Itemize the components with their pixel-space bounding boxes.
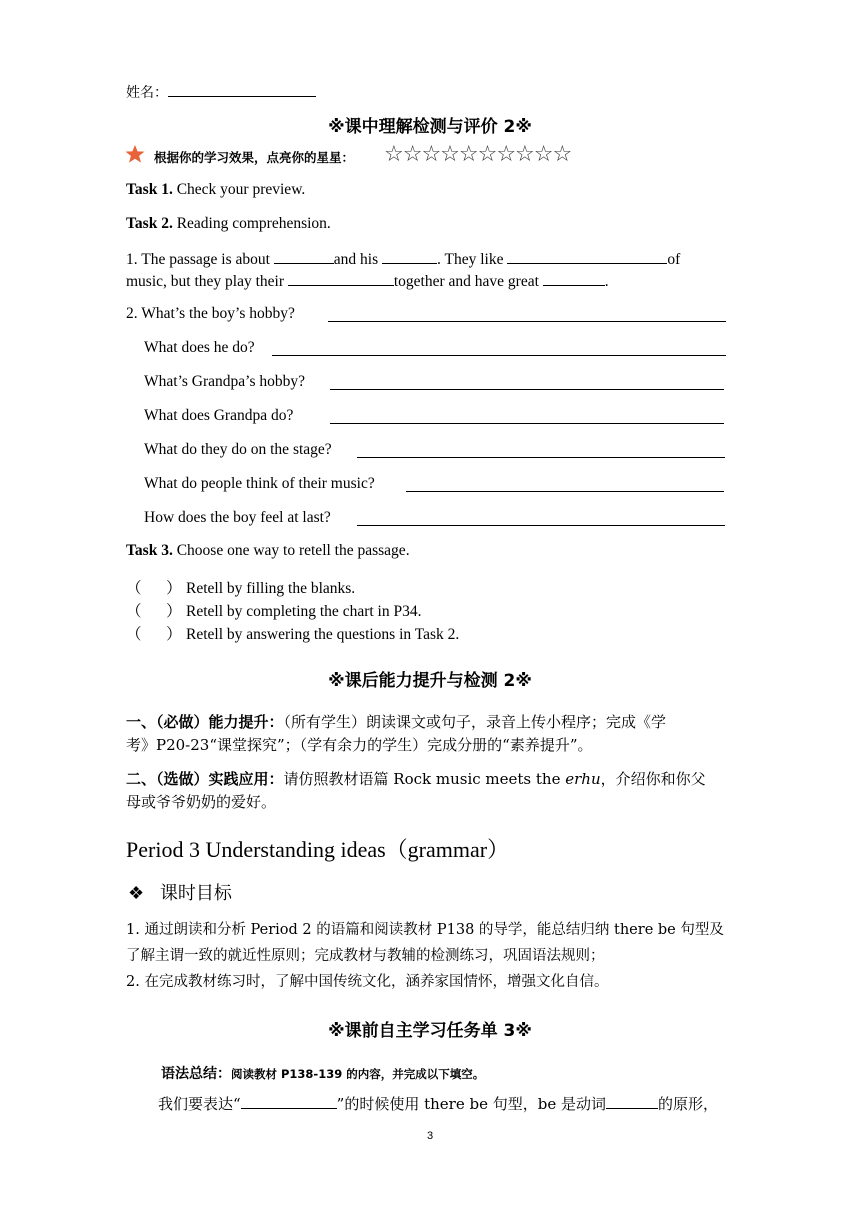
subquestion-answer-line[interactable] xyxy=(357,510,725,526)
homework-item-1-text: （所有学生）朗读课文或句子，录音上传小程序；完成《学 xyxy=(283,713,667,731)
grammar-line-text-b: ”的时候使用 there be 句型，be 是动词 xyxy=(336,1095,606,1113)
q1-blank-5[interactable] xyxy=(543,271,605,286)
option-checkbox[interactable]: （ ） xyxy=(126,579,182,597)
subquestion: How does the boy feel at last? xyxy=(144,509,331,526)
grammar-instruction: 阅读教材 P138-139 的内容，并完成以下填空。 xyxy=(231,1067,485,1081)
subquestion-answer-line[interactable] xyxy=(272,340,726,356)
question-2 xyxy=(126,305,295,323)
subquestion-answer-line[interactable] xyxy=(330,408,724,424)
homework-item-1-line-1 xyxy=(126,711,666,732)
q1-text-g: . xyxy=(604,273,609,290)
subquestion-answer-line[interactable] xyxy=(357,442,725,458)
q1-blank-1[interactable] xyxy=(274,249,334,264)
question-1-line-1 xyxy=(126,249,680,269)
q1-text-b: and his xyxy=(333,251,379,268)
homework-item-1-line-2: 考》P20-23“课堂探究”；（学有余力的学生）完成分册的“素养提升”。 xyxy=(126,736,593,754)
homework-item-2-line-2: 母或爷爷奶奶的爱好。 xyxy=(126,793,277,811)
grammar-line-text-a: 我们要表达“ xyxy=(158,1095,241,1113)
homework-item-1-prefix: 一、（必做）能力提升： xyxy=(126,713,284,731)
homework-item-2-text-a: 请仿照教材语篇 Rock music meets the xyxy=(283,770,566,788)
subquestion: What do people think of their music? xyxy=(144,475,375,492)
q1-text-a: 1. The passage is about xyxy=(126,251,270,268)
q1-text-e: music, but they play their xyxy=(126,273,284,290)
section-title-3: ※课前自主学习任务单 3※ xyxy=(328,1021,532,1041)
subquestion-answer-line[interactable] xyxy=(406,476,724,492)
subquestion-answer-line[interactable] xyxy=(330,374,724,390)
question-1-line-2 xyxy=(126,271,609,291)
task-3 xyxy=(126,542,410,560)
subquestion: What’s Grandpa’s hobby? xyxy=(144,373,305,390)
grammar-line xyxy=(158,1093,718,1114)
task-2-label: Task 2. xyxy=(126,215,173,232)
subquestion: What does Grandpa do? xyxy=(144,407,294,424)
task-1-label: Task 1. xyxy=(126,181,173,198)
q1-blank-3[interactable] xyxy=(507,249,667,264)
goal-heading-text: 课时目标 xyxy=(159,883,232,904)
task-2-text: Reading comprehension. xyxy=(176,215,331,232)
rating-stars[interactable]: ☆☆☆☆☆☆☆☆☆☆ xyxy=(384,142,572,167)
homework-item-2-prefix: 二、（选做）实践应用： xyxy=(126,770,284,788)
task-3-label: Task 3. xyxy=(126,542,173,559)
retell-option[interactable] xyxy=(126,599,421,621)
grammar-summary xyxy=(161,1063,484,1083)
homework-item-2-line-1 xyxy=(126,768,706,789)
name-label: 姓名： xyxy=(126,85,168,101)
grammar-label: 语法总结： xyxy=(161,1066,231,1082)
task-2 xyxy=(126,215,331,233)
name-blank[interactable] xyxy=(168,82,316,97)
q1-blank-4[interactable] xyxy=(288,271,394,286)
grammar-blank-2[interactable] xyxy=(606,1094,658,1109)
q1-blank-2[interactable] xyxy=(382,249,437,264)
task-3-text: Choose one way to retell the passage. xyxy=(176,542,410,559)
homework-item-2-text-b: ，介绍你和你父 xyxy=(600,770,706,788)
grammar-blank-1[interactable] xyxy=(241,1094,337,1109)
task-1 xyxy=(126,181,305,199)
grammar-line-text-c: 的原形， xyxy=(658,1095,719,1113)
section-title-2: ※课后能力提升与检测 2※ xyxy=(328,671,532,691)
star-prompt: 根据你的学习效果，点亮你的星星： xyxy=(154,150,355,165)
goal-1-line-2: 了解主谓一致的就近性原则；完成教材与教辅的检测练习，巩固语法规则； xyxy=(126,948,605,964)
task-1-text: Check your preview. xyxy=(176,181,306,198)
star-icon xyxy=(125,144,145,164)
option-label: Retell by completing the chart in P34. xyxy=(186,603,422,620)
option-checkbox[interactable]: （ ） xyxy=(126,602,182,620)
option-label: Retell by answering the questions in Task 2. xyxy=(186,626,460,643)
q1-text-c: . They like xyxy=(437,251,504,268)
period-heading: Period 3 Understanding ideas（grammar） xyxy=(126,837,510,862)
goal-2: 2. 在完成教材练习时，了解中国传统文化，涵养家国情怀，增强文化自信。 xyxy=(126,974,609,990)
subquestion: What does he do? xyxy=(144,339,255,356)
diamond-bullet-icon: ❖ xyxy=(128,883,145,904)
option-label: Retell by filling the blanks. xyxy=(186,580,356,597)
name-field xyxy=(126,82,316,102)
option-checkbox[interactable]: （ ） xyxy=(126,625,182,643)
section-title-1: ※课中理解检测与评价 2※ xyxy=(328,117,532,137)
q1-text-d: of xyxy=(667,251,681,268)
goal-heading xyxy=(128,879,232,905)
retell-option[interactable] xyxy=(126,576,355,598)
goal-1-line-1: 1. 通过朗读和分析 Period 2 的语篇和阅读教材 P138 的导学，能总结归纳 there be 句型及 xyxy=(126,922,724,938)
retell-option[interactable] xyxy=(126,622,459,644)
q2-text: 2. What’s the boy’s hobby? xyxy=(126,305,295,322)
q2-answer-line[interactable] xyxy=(328,306,726,322)
homework-item-2-em: erhu xyxy=(565,770,601,788)
q1-text-f: together and have great xyxy=(393,273,539,290)
subquestion: What do they do on the stage? xyxy=(144,441,332,458)
page-number: 3 xyxy=(426,1130,434,1142)
